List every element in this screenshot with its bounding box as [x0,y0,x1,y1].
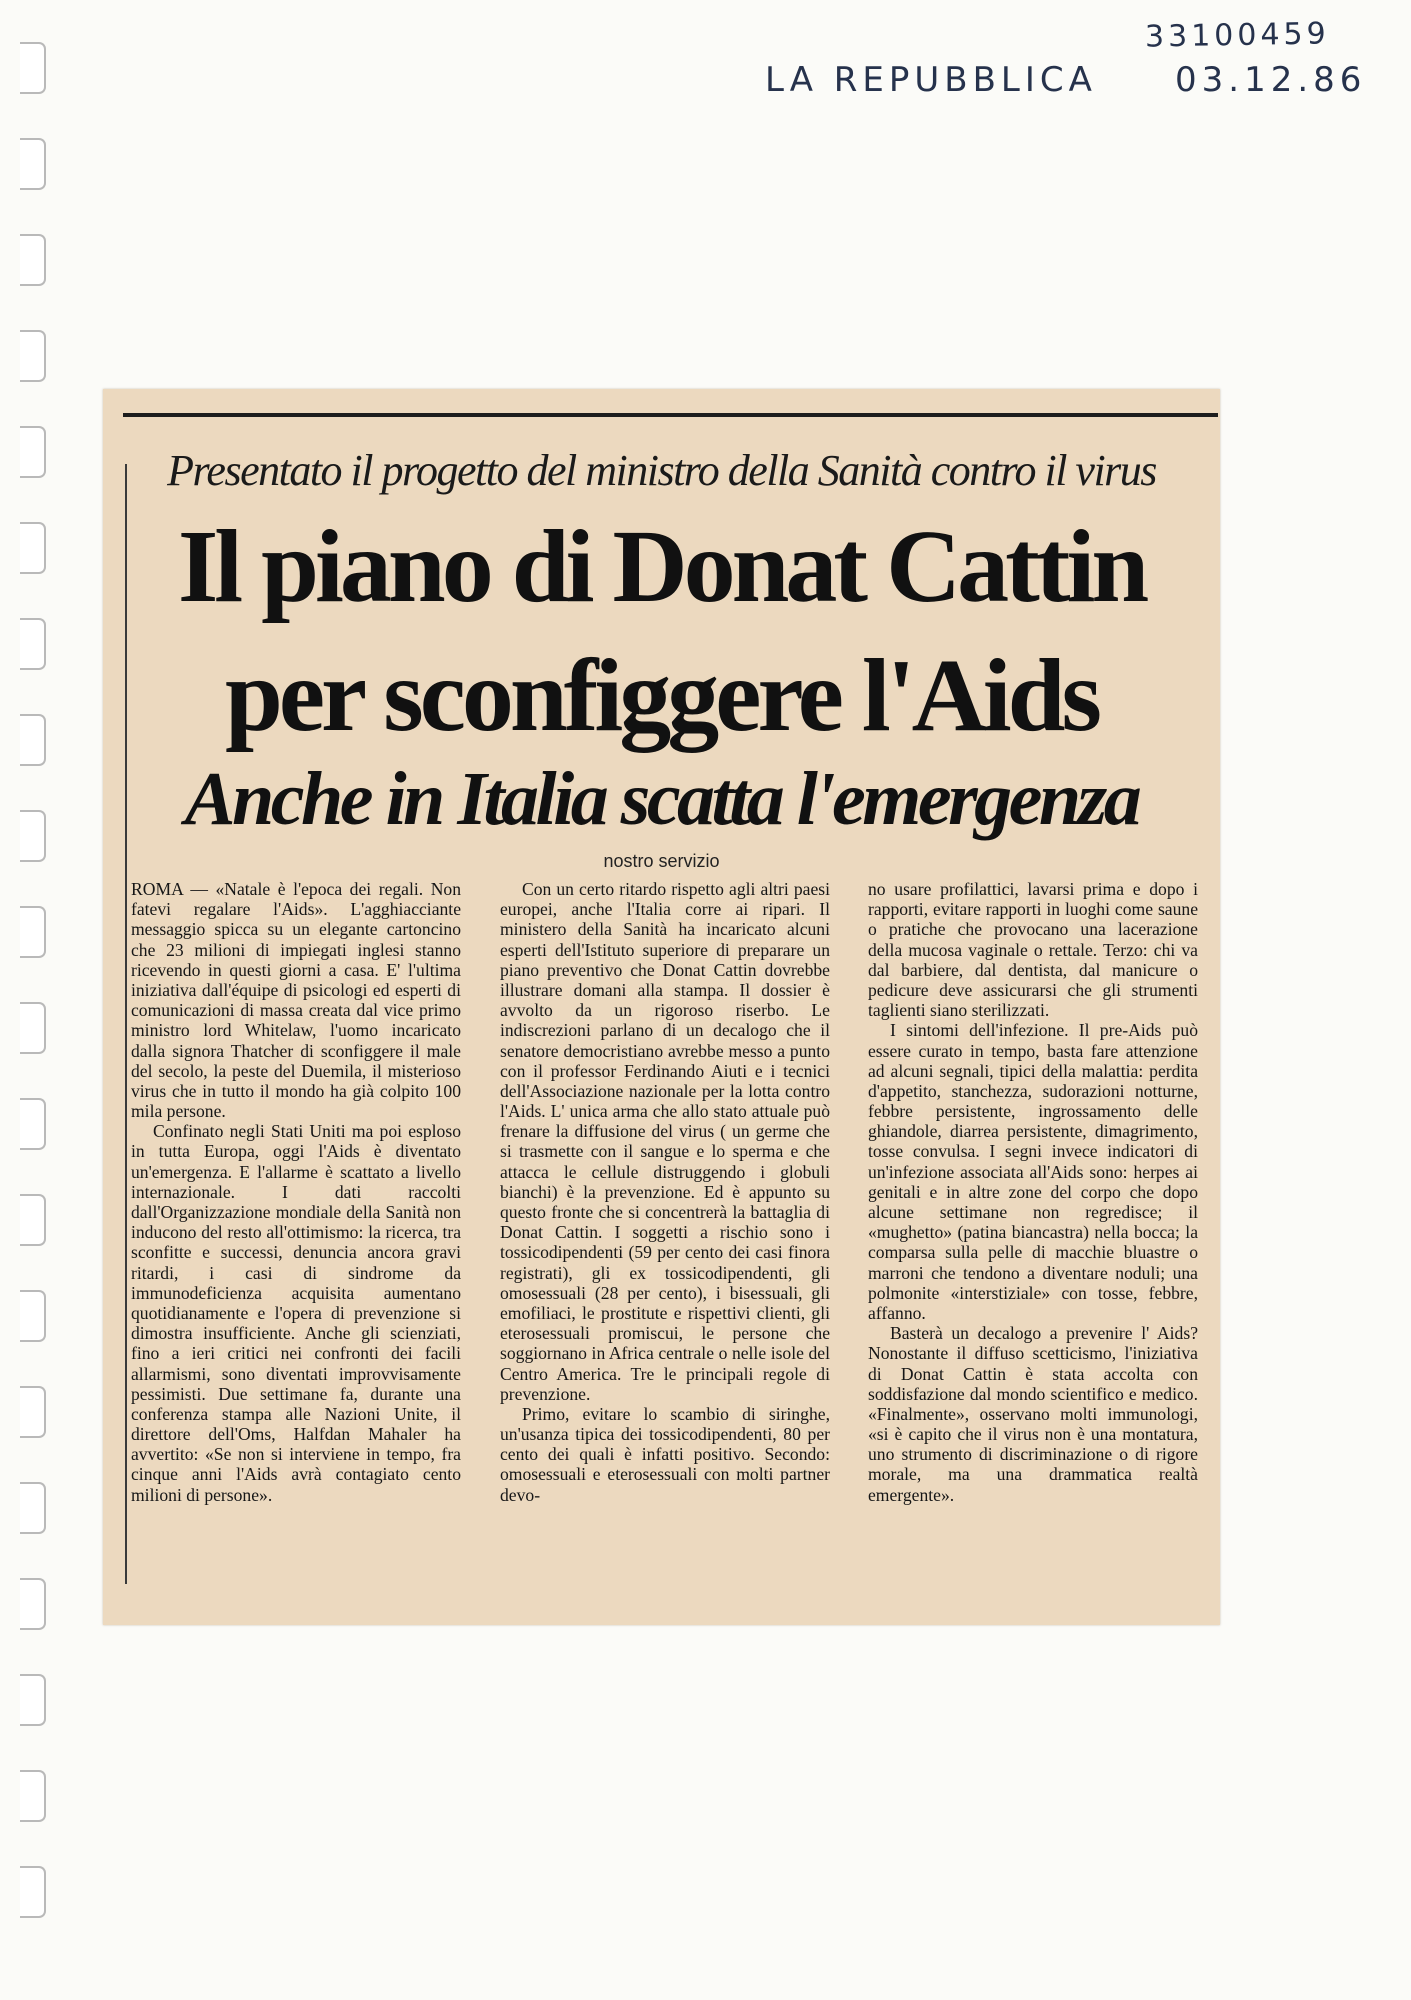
article-column-3 [868,879,1198,1505]
paragraph: Primo, evitare lo scambio di siringhe, un'usanza tipica dei tossicodipendenti, 80 per cento dei quali è infatti positivo. Secondo: omosessuali e eterosessuali con molti partner devo- [500,1403,830,1505]
newspaper-clipping [103,389,1220,1625]
subheadline: Anche in Italia scatta l'emergenza [184,757,1139,841]
binder-holes [0,0,60,2000]
binder-hole [20,42,46,94]
binder-hole [20,1770,46,1822]
byline: nostro servizio [603,851,720,871]
left-rule [125,464,127,1584]
article-column-1 [131,879,461,1505]
binder-hole [20,1674,46,1726]
binder-hole [20,138,46,190]
binder-hole [20,1866,46,1918]
top-rule [123,413,1218,417]
paragraph: Confinato negli Stati Uniti ma poi esploso in tutta Europa, oggi l'Aids è diventato un'emergenza. E l'allarme è scattato a livello internazionale. I dati raccolti dall'Organizzazione mondiale della Sanità non inducono del resto all'ottimismo: la ricerca, tra sconfitte e successi, denuncia ancora gravi ritardi, i casi di sindrome da immunodeficienza acquisita aumentano quotidianamente e l'opera di prevenzione si dimostra insufficiente. Anche gli scienziati, fino a ieri critici nei confronti dei facili allarmismi, sono diventati improvvisamente pessimisti. Due settimane fa, durante una conferenza stampa alle Nazioni Unite, il direttore dell'Oms, Halfdan Mahaler ha avvertito: «Se non si interviene in tempo, fra cinque anni l'Aids avrà contagiato cento milioni di persone». [131,1121,461,1505]
binder-hole [20,426,46,478]
paragraph: no usare profilattici, lavarsi prima e dopo i rapporti, evitare rapporti in luoghi come saune o pratiche che provocano una lacerazione della mucosa vaginale o rettale. Terzo: chi va dal barbiere, dal dentista, dal manicure o pedicure deve assicurarsi che gli strumenti taglienti siano sterilizzati. [868,879,1198,1021]
binder-hole [20,906,46,958]
binder-hole [20,1194,46,1246]
headline-line-1: Il piano di Donat Cattin [177,509,1146,624]
source-newspaper: LA REPUBBLICA [765,60,1097,100]
binder-hole [20,522,46,574]
kicker: Presentato il progetto del ministro della Sanità contro il virus [167,446,1156,495]
binder-hole [20,1386,46,1438]
paragraph: I sintomi dell'infezione. Il pre-Aids può essere curato in tempo, basta fare attenzione ad alcuni segnali, tipici della malattia: perdita d'appetito, stanchezza, sudorazioni notturne, febbre persistente, ingrossamento delle ghiandole, diarrea persistente, dimagrimento, tosse convulsa. I segni invece indicatori di un'infezione associata all'Aids sono: herpes ai genitali e in altre zone del corpo che dopo alcune settimane non regredisce; il «mughetto» (patina biancastra) nella bocca; la comparsa sulla pelle di macchie bluastre o marroni che tendono a diventare noduli; una polmonite «interstiziale» con tosse, febbre, affanno. [868,1020,1198,1323]
paragraph: ROMA — «Natale è l'epoca dei regali. Non fatevi regalare l'Aids». L'agghiacciante messaggio spicca su un elegante cartoncino che 23 milioni di impiegati inglesi stanno ricevendo in questi giorni a casa. E' l'ultima iniziativa dall'équipe di psicologi ed esperti di comunicazioni di massa creata dal vice primo ministro lord Whitelaw, l'uomo incaricato dalla signora Thatcher di sconfiggere il male del secolo, la peste del Duemila, il misterioso virus che in tutto il mondo ha già colpito 100 mila persone. [131,879,461,1122]
binder-hole [20,618,46,670]
paragraph: Con un certo ritardo rispetto agli altri paesi europei, anche l'Italia corre ai ripari. Il ministero della Sanità ha incaricato alcuni esperti dell'Istituto superiore di preparare un piano preventivo che Donat Cattin dovrebbe illustrare domani alla stampa. Il dossier è avvolto da un rigoroso riserbo. Le indiscrezioni parlano di un decalogo che il senatore democristiano avrebbe messo a punto con il professor Ferdinando Aiuti e i tecnici dell'Associazione nazionale per la lotta contro l'Aids. L' unica arma che allo stato attuale può frenare la diffusione del virus ( un germe che si trasmette con il sangue e lo sperma e che attacca le cellule distruggendo i globuli bianchi) è la prevenzione. Ed è appunto su questo fronte che si concentrerà la battaglia di Donat Cattin. I soggetti a rischio sono i tossicodipendenti (59 per cento dei casi finora registrati), gli ex tossicodipendenti, gli omosessuali (28 per cento), i bisessuali, gli emofiliaci, le prostitute e rispettivi clienti, gli eterosessuali promiscui, le persone che soggiornano in Africa centrale o nelle isole del Centro America. Tre le principali regole di prevenzione. [500,879,830,1404]
binder-hole [20,1578,46,1630]
paragraph: Basterà un decalogo a prevenire l' Aids? Nonostante il diffuso scetticismo, l'iniziativa di Donat Cattin è stata accolta con soddisfazione dal mondo scientifico e medico. «Finalmente», osservano molti immunologi, «si è capito che il virus non è una montatura, uno strumento di discriminazione o di rigore morale, ma una drammatica realtà emergente». [868,1323,1198,1505]
archive-code: 33100459 [1144,16,1330,55]
binder-hole [20,1002,46,1054]
article-column-2 [500,879,830,1505]
binder-hole [20,1098,46,1150]
binder-hole [20,810,46,862]
binder-hole [20,1290,46,1342]
binder-hole [20,330,46,382]
binder-hole [20,234,46,286]
binder-hole [20,1482,46,1534]
publication-date: 03.12.86 [1175,60,1367,100]
headline-line-2: per sconfiggere l'Aids [225,638,1098,753]
binder-hole [20,714,46,766]
